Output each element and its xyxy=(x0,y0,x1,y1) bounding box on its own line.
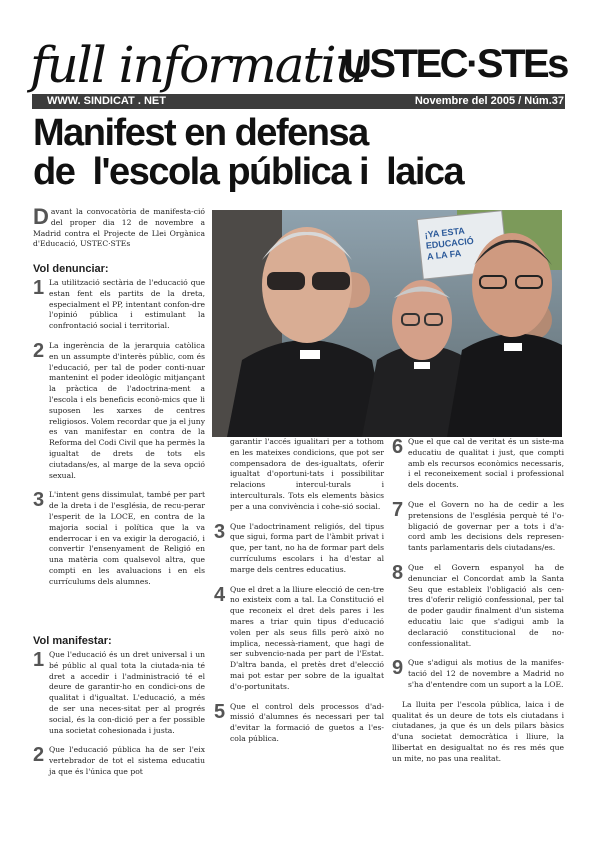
issue-label: Novembre del 2005 / Núm.37 xyxy=(414,95,564,107)
website-link[interactable]: WWW. SINDICAT . NET xyxy=(47,95,166,107)
item-number: 2 xyxy=(33,744,45,767)
item-number: 5 xyxy=(214,700,226,723)
item-text: Que el que cal de veritat és un siste-ma educatiu de qualitat i just, que compti amb els recursos econòmics necessaris, i el reconeixement social i professional dels docents. xyxy=(408,437,564,490)
item-number: 1 xyxy=(33,649,45,671)
list-item xyxy=(33,278,205,332)
masthead-title: full informatiu xyxy=(30,36,365,94)
item-number: 9 xyxy=(392,657,404,680)
item-text: Que el control dels processos d'ad-missió d'alumnes és necessari per tal d'evitar la formació de guetos a l'es-cola pública. xyxy=(230,701,384,743)
protest-sign-text: ¡YA ESTAEDUCACIÓA LA FA xyxy=(424,225,475,262)
item-text: Que l'educació és un dret universal i un bé públic al qual tota la ciutada-nia té dret a accedir i l'administració té el deure de garantir-ho en condici-ons de qualitat i d'igualtat. L'educació, a més de ser una neces-sitat per al progrés social, és la con-dició per a fer possible una societat cohesionada i justa. xyxy=(49,650,205,735)
item-number: 8 xyxy=(392,561,404,584)
item-text: La utilització sectària de l'educació que estan fent els partits de la dreta, especialment el PP, intentant confon-dre l'opinió pública i estimulant la confrontació social i territorial. xyxy=(49,278,205,331)
section-heading-manifestar: Vol manifestar: xyxy=(33,635,112,647)
item-text: Que el Govern no ha de cedir a les pretensions de l'església perquè té l'o-bligació de governar per a tots i d'a-cord amb les decisions dels represen-tants parlamentaris dels ciutadans/es. xyxy=(408,499,564,553)
item-number: 7 xyxy=(392,498,404,521)
column-3 xyxy=(392,437,564,765)
headline-line-2: de l'escola pública i laica xyxy=(33,151,464,193)
list-item xyxy=(33,341,205,481)
item-text: Que l'adoctrinament religiós, del tipus que sigui, forma part de l'àmbit privat i que, per tant, no ha de formar part dels currículums escolars i ha d'estar al marge dels centres educatius. xyxy=(230,521,384,574)
list-item xyxy=(33,745,205,777)
item-text: L'intent gens dissimulat, també per part de la dreta i de l'església, de recu-perar l'esperit de la LOCE, en contra de la majoria social i política que la va enderrocar i en va exigir la derogació, i convertir l'ensenyament de Religió en una matèria com qualsevol altra, que compti en les avaluacions i en els currículums dels alumnes. xyxy=(49,490,205,586)
continued-text: garantir l'accés igualitari per a tothom en les mateixes condicions, que pot ser compensadora de des-igualtats, oferir igualtat d'oportuni-tats i possibilitar relacions intercul-turals i interculturals. Tots els elements bàsics per a una convivència i cohe-sió social. xyxy=(230,437,384,511)
denunciar-list xyxy=(33,278,205,588)
item-number: 1 xyxy=(33,277,45,299)
list-item xyxy=(392,658,564,690)
item-text: Que el dret a la lliure elecció de cen-tre no existeix com a tal. La Constitució el que reconeix el dret dels pares i les mares a triar quin tipus d'educació volen per als seus fills però això no implica, necessà-riament, que hagi de ser subvencio-nada per part de l'Estat. D'altra banda, el pretès dret d'elecció mai pot estar per sobre de la igualtat d'o-portunitats. xyxy=(230,584,384,691)
list-item xyxy=(33,490,205,587)
bishops-photo xyxy=(212,210,562,437)
item-text: Que l'educació pública ha de ser l'eix vertebrador de tot el sistema educatiu ja que és l'única que pot xyxy=(49,745,205,776)
list-item xyxy=(392,563,564,649)
photo-illustration xyxy=(212,210,562,437)
list-item xyxy=(392,437,564,491)
intro-text: avant la convocatòria de manifesta-ció del proper dia 12 de novembre a Madrid contra el Projecte de Llei Orgànica d'Educació, USTEC·STEs xyxy=(33,207,205,249)
headline xyxy=(33,114,573,192)
section-heading-denunciar: Vol denunciar: xyxy=(33,263,109,275)
list-item xyxy=(392,500,564,554)
intro-paragraph xyxy=(33,204,205,250)
item-number: 6 xyxy=(392,436,404,458)
manifestar-list xyxy=(33,650,205,778)
list-item xyxy=(214,702,384,745)
item-text: La ingerència de la jerarquia catòlica en un assumpte d'interès públic, com és l'educació, per tal de poder conti-nuar mantenint el poder ideològic mitjançant la pràctica de l'adoctrina-ment a l'escola i els beneficis econò-mics que li suposen les xarxes de centres religiosos. Volem recordar que ja el juny es van manifestar en contra de la Reforma del Codi Civil que ha permès la igualtat de drets de tots els ciutadans/es, al marge de la seva opció sexual. xyxy=(49,340,205,480)
list-item xyxy=(214,522,384,576)
list-item xyxy=(33,650,205,736)
item-number: 3 xyxy=(33,489,45,512)
brand-logo: USTEC·STEs xyxy=(343,42,567,86)
item-number: 3 xyxy=(214,520,226,543)
list-item xyxy=(214,585,384,693)
item-number: 2 xyxy=(33,339,45,362)
closing-paragraph: La lluita per l'escola pública, laica i de qualitat és un deure de tots els ciutadans i ciutadanes, ja que és un dels pilars bàsics d'una societat democràtica i lliure, la llibertat en desigualtat no és res més que un mite, no pas una realitat. xyxy=(392,699,564,763)
item-text: Que s'adigui als motius de la manifes-tació del 12 de novembre a Madrid no s'ha d'entendre com un suport a la LOE. xyxy=(408,658,564,689)
item-number: 4 xyxy=(214,583,226,606)
item-text: Que el Govern espanyol ha de denunciar el Concordat amb la Santa Seu que estableix l'obligació als cen-tres d'oferir religió confessional, per tal de poder gaudir finalment d'un sistema educatiu laic que s'adigui amb la declaració constitucional de no-confessionalitat. xyxy=(408,562,564,648)
headline-line-1: Manifest en defensa xyxy=(33,112,368,154)
dropcap: D xyxy=(33,204,49,229)
column-2 xyxy=(214,437,384,745)
